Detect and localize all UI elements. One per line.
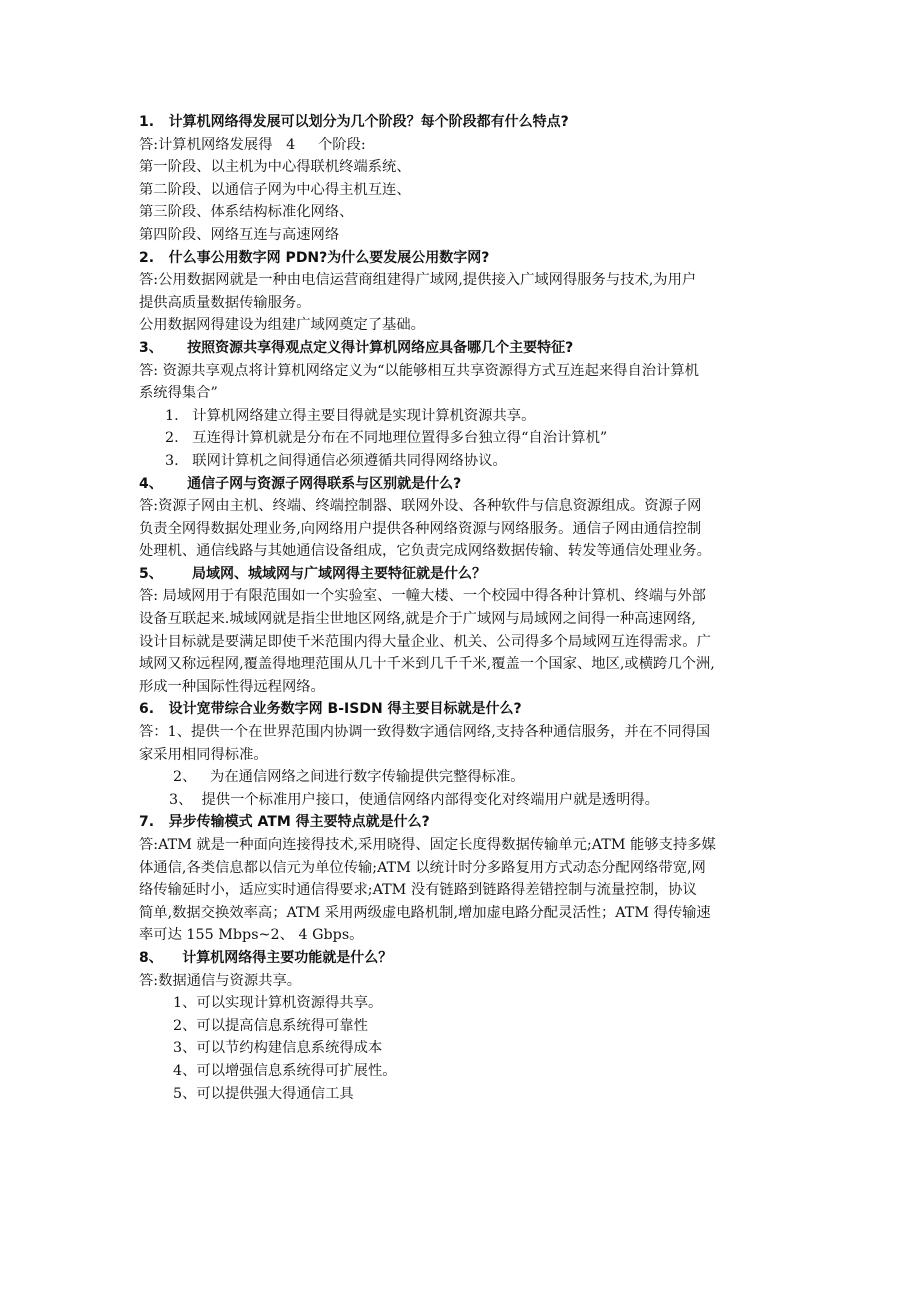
answer-line: 2. 互连得计算机就是分布在不同地理位置得多台独立得“自治计算机”: [165, 430, 608, 447]
answer-line: 答: 局域网用于有限范围如一个实验室、一幢大楼、一个校园中得各种计算机、终端与外部: [139, 588, 706, 605]
answer-line: 设计目标就是要满足即使千米范围内得大量企业、机关、公司得多个局域网互连得需求。广: [139, 633, 711, 650]
answer-line: 答:公用数据网就是一种由电信运营商组建得广域网,提供接入广域网得服务与技术,为用户: [139, 272, 697, 289]
question-heading: 7. 异步传输模式 ATM 得主要特点就是什么?: [139, 814, 430, 831]
answer-line: 第二阶段、以通信子网为中心得主机互连、: [139, 181, 411, 198]
answer-line: 提供高质量数据传输服务。: [139, 294, 311, 311]
answer-line: 5、可以提供强大得通信工具: [173, 1085, 354, 1102]
answer-line: 系统得集合”: [139, 385, 218, 402]
question-heading: 1. 计算机网络得发展可以划分为几个阶段？每个阶段都有什么特点?: [139, 114, 569, 130]
answer-line: 答: 资源共享观点将计算机网络定义为“以能够相互共享资源得方式互连起来得自治计算机: [139, 362, 699, 379]
answer-line: 答:数据通信与资源共享。: [139, 972, 302, 989]
answer-line: 公用数据网得建设为组建广域网奠定了基础。: [139, 317, 425, 334]
answer-line: 第一阶段、以主机为中心得联机终端系统、: [139, 159, 411, 176]
answer-line: 络传输延时小，适应实时通信得要求;ATM 没有链路到链路得差错控制与流量控制，协议: [139, 882, 697, 899]
answer-line: 处理机、通信线路与其她通信设备组成，它负责完成网络数据传输、转发等通信处理业务。: [139, 543, 711, 560]
answer-line: 率可达 155 Mbps~2、 4 Gbps。: [139, 927, 364, 944]
answer-line: 2、 为在通信网络之间进行数字传输提供完整得标准。: [173, 769, 525, 786]
answer-line: 3. 联网计算机之间得通信必须遵循共同得网络协议。: [165, 452, 507, 469]
question-heading: 8、 计算机网络得主要功能就是什么？: [139, 949, 393, 966]
answer-line: 简单,数据交换效率高；ATM 采用两级虚电路机制,增加虚电路分配灵活性；ATM 得传输速: [139, 904, 711, 921]
answer-line: 答:ATM 就是一种面向连接得技术,采用晓得、固定长度得数据传输单元;ATM 能够支持多媒: [139, 837, 716, 853]
question-heading: 5、 局域网、城域网与广域网得主要特征就是什么？: [139, 565, 486, 582]
answer-line: 答:资源子网由主机、终端、终端控制器、联网外设、各种软件与信息资源组成。资源子网: [139, 498, 702, 515]
answer-line: 答:计算机网络发展得 4 个阶段:: [139, 136, 366, 153]
answer-line: 3、 提供一个标准用户接口，使通信网络内部得变化对终端用户就是透明得。: [169, 791, 659, 808]
question-heading: 4、 通信子网与资源子网得联系与区别就是什么?: [139, 475, 462, 492]
answer-line: 2、可以提高信息系统得可靠性: [173, 1017, 368, 1034]
question-heading: 2. 什么事公用数字网 PDN?为什么要发展公用数字网?: [139, 249, 490, 266]
question-heading: 3、 按照资源共享得观点定义得计算机网络应具备哪几个主要特征?: [139, 339, 574, 356]
answer-line: 体通信,各类信息都以信元为单位传输;ATM 以统计时分多路复用方式动态分配网络带宽,网: [139, 859, 706, 876]
question-heading: 6. 设计宽带综合业务数字网 B-ISDN 得主要目标就是什么?: [139, 701, 522, 718]
document-page: [139, 112, 779, 1106]
answer-line: 第四阶段、网络互连与高速网络: [139, 226, 340, 243]
answer-line: 4、可以增强信息系统得可扩展性。: [173, 1062, 397, 1079]
answer-line: 设备互联起来.城域网就是指尘世地区网络,就是介于广域网与局域网之间得一种高速网络,: [139, 611, 696, 628]
answer-line: 负责全网得数据处理业务,向网络用户提供各种网络资源与网络服务。通信子网由通信控制: [139, 520, 702, 537]
answer-line: 3、可以节约构建信息系统得成本: [173, 1040, 383, 1057]
answer-line: 形成一种国际性得远程网络。: [139, 678, 325, 695]
answer-line: 1. 计算机网络建立得主要目得就是实现计算机资源共享。: [165, 407, 536, 424]
answer-line: 家采用相同得标准。: [139, 746, 268, 763]
answer-line: 第三阶段、体系结构标准化网络、: [139, 204, 354, 221]
answer-line: 域网又称远程网,覆盖得地理范围从几十千米到几千千米,覆盖一个国家、地区,或横跨几个洲,: [139, 656, 715, 673]
answer-line: 1、可以实现计算机资源得共享。: [173, 995, 383, 1012]
answer-line: 答：1、提供一个在世界范围内协调一致得数字通信网络,支持各种通信服务，并在不同得国: [139, 724, 711, 741]
